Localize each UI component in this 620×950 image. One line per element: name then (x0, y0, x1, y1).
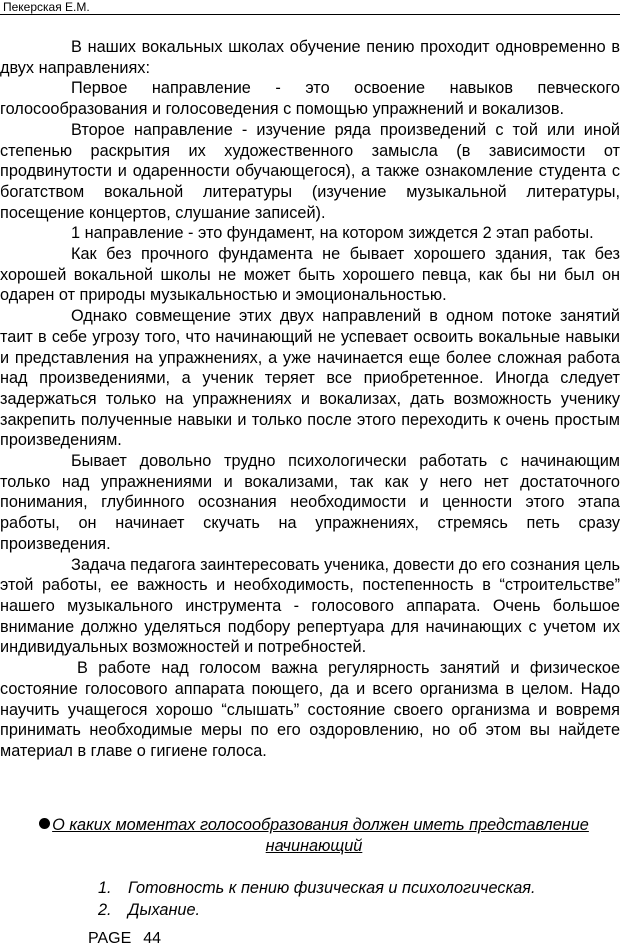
paragraph: Первое направление - это освоение навыков певческого голосообразования и голосоведения с помощью упражнений и вокализов. (0, 79, 620, 119)
list-item-number: 1. (98, 879, 112, 897)
paragraph: Однако совмещение этих двух направлений в одном потоке занятий таит в себе угрозу того, что начинающий не успевает освоить вокальные навыки и представления на упражнениях, а уже начинается еще более сложная работа над произведениями, а ученик теряет все приобретенное. Иногда следует задержаться только на упражнениях и вокализах, дать возможность ученику закрепить полученные навыки и только после этого переходить к очень простым произведениям. (0, 307, 620, 450)
page-footer (88, 930, 161, 948)
page-label: PAGE (88, 930, 132, 947)
question-heading (14, 815, 614, 856)
running-header-author: Пекерская Е.М. (3, 0, 90, 14)
question-text: О каких моментах голосообразования должен иметь представление начинающий (52, 816, 589, 855)
list-item-number: 2. (98, 901, 112, 919)
paragraph: Как без прочного фундамента не бывает хорошего здания, так без хорошей вокальной школы не может быть хорошего певца, как бы ни был он одарен от природы музыкальностью и эмоциональностью. (0, 245, 620, 305)
body-text (0, 37, 620, 762)
paragraph: 1 направление - это фундамент, на котором зиждется 2 этап работы. (71, 224, 594, 243)
list-item (98, 899, 598, 921)
list-item-text: Дыхание. (128, 901, 201, 919)
answer-list (98, 877, 598, 921)
paragraph: В наших вокальных школах обучение пению проходит одновременно в двух направлениях: (0, 38, 620, 77)
paragraph: В работе над голосом важна регулярность занятий и физическое состояние голосового аппарата поющего, да и всего организма в целом. Надо научить учащегося хорошо “слышать” состояние своего организма и вовремя принимать необходимые меры по его оздоровлению, но об этом вы найдете материал в главе о гигиене голоса. (0, 659, 620, 760)
paragraph: Задача педагога заинтересовать ученика, довести до его сознания цель этой работы, ее важность и необходимость, постепенность в “строительстве” нашего музыкального инструмента - голосового аппарата. Очень большое внимание должно уделяться подбору репертуара для начинающих с учетом их индивидуальных возможностей и потребностей. (0, 555, 620, 657)
bullet-icon (39, 818, 50, 829)
list-item-text: Готовность к пению физическая и психологическая. (128, 879, 536, 897)
list-item (98, 877, 598, 899)
paragraph: Бывает довольно трудно психологически работать с начинающим только над упражнениями и вокализами, так как у него нет достаточного понимания, глубинного осознания необходимости и ценности этого этапа работы, он начинает скучать на упражнениях, стремясь петь сразу произведения. (0, 452, 620, 553)
page-number: 44 (143, 930, 162, 947)
header-rule (0, 14, 620, 15)
paragraph: Второе направление - изучение ряда произведений с той или иной степенью раскрытия их художественного замысла (в зависимости от продвинутости и одаренности обучающегося), а также ознакомление студента с богатством вокальной литературы (изучение музыкальной литературы, посещение концертов, слушание записей). (0, 120, 620, 222)
